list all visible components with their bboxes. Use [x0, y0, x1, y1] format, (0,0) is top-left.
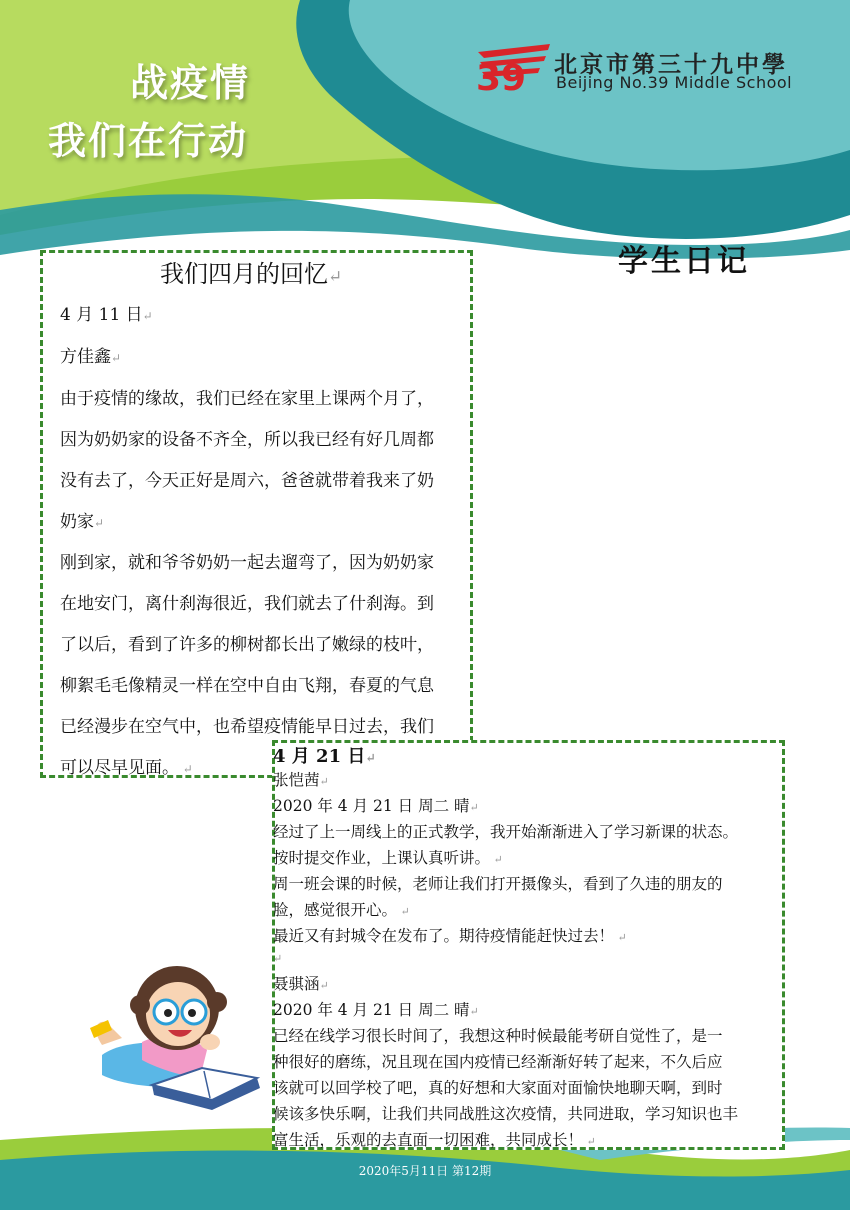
diary-1-line: 奶家↵: [60, 512, 104, 532]
diary-2-line: 经过了上一周线上的正式教学，我开始渐渐进入了学习新课的状态。: [273, 823, 739, 841]
school-logo: [474, 40, 804, 94]
diary-1-author: 方佳鑫↵: [60, 347, 121, 367]
diary-2-line: 按时提交作业，上课认真听讲。 ↵: [273, 849, 503, 867]
diary-2-author-1: 张恺茜↵: [273, 771, 329, 789]
diary-2-line: 该就可以回学校了吧，真的好想和大家面对面愉快地聊天啊，到时: [273, 1079, 723, 1097]
diary-1-line: 由于疫情的缘故，我们已经在家里上课两个月了，: [60, 389, 434, 409]
girl-reading-illustration: [82, 950, 282, 1130]
diary-1-title: 我们四月的回忆↵: [160, 260, 343, 288]
diary-2-line: 最近又有封城令在发布了。期待疫情能赶快过去！ ↵: [273, 927, 627, 945]
school-emblem-icon: [474, 40, 552, 94]
logo-number: 39: [476, 58, 527, 94]
diary-2-dateline-1: 2020 年 4 月 21 日 周二 晴↵: [273, 797, 479, 815]
diary-2-line: 候该多快乐啊，让我们共同战胜这次疫情，共同进取，学习知识也丰: [273, 1105, 739, 1123]
diary-2-dateline-2: 2020 年 4 月 21 日 周二 晴↵: [273, 1001, 479, 1019]
slogan-line-2: 我们在行动: [48, 119, 249, 163]
diary-1-line: 已经漫步在空气中，也希望疫情能早日过去，我们: [60, 717, 434, 737]
diary-2-author-2: 聂骐涵↵: [273, 975, 329, 993]
school-name-en: Beijing No.39 Middle School: [556, 73, 793, 92]
slogan-line-1: 战疫情: [130, 61, 251, 105]
section-title: 学生日记: [618, 244, 750, 279]
diary-1-line: 可以尽早见面。 ↵: [60, 758, 193, 778]
diary-1-line: 因为奶奶家的设备不齐全，所以我已经有好几周都: [60, 430, 434, 450]
diary-1-line: 柳絮毛毛像精灵一样在空中自由飞翔，春夏的气息: [60, 676, 434, 696]
footer-issue: 2020年5月11日 第12期: [358, 1164, 492, 1178]
diary-1-date: 4 月 11 日↵: [60, 305, 153, 325]
diary-2-blank: ↵: [273, 952, 283, 965]
diary-1-line: 了以后，看到了许多的柳树都长出了嫩绿的枝叶，: [60, 635, 434, 655]
diary-1-line: 在地安门，离什刹海很近，我们就去了什刹海。到: [60, 594, 434, 614]
diary-1-line: 刚到家，就和爷爷奶奶一起去遛弯了，因为奶奶家: [60, 553, 434, 573]
diary-2-date: 4 月 21 日↵: [273, 746, 376, 767]
diary-2-line: 脸，感觉很开心。 ↵: [273, 901, 410, 919]
diary-2-line: 富生活，乐观的去直面一切困难，共同成长！ ↵: [273, 1131, 596, 1149]
diary-2-line: 已经在线学习很长时间了，我想这种时候最能考研自觉性了，是一: [273, 1027, 723, 1045]
diary-2-line: 周一班会课的时候，老师让我们打开摄像头，看到了久违的朋友的: [273, 875, 723, 893]
school-name-cn: 北京市第三十九中學: [554, 51, 788, 78]
diary-2-line: 种很好的磨练，况且现在国内疫情已经渐渐好转了起来，不久后应: [273, 1053, 723, 1071]
diary-frame-1: [40, 250, 473, 778]
diary-1-line: 没有去了，今天正好是周六，爸爸就带着我来了奶: [60, 471, 434, 491]
